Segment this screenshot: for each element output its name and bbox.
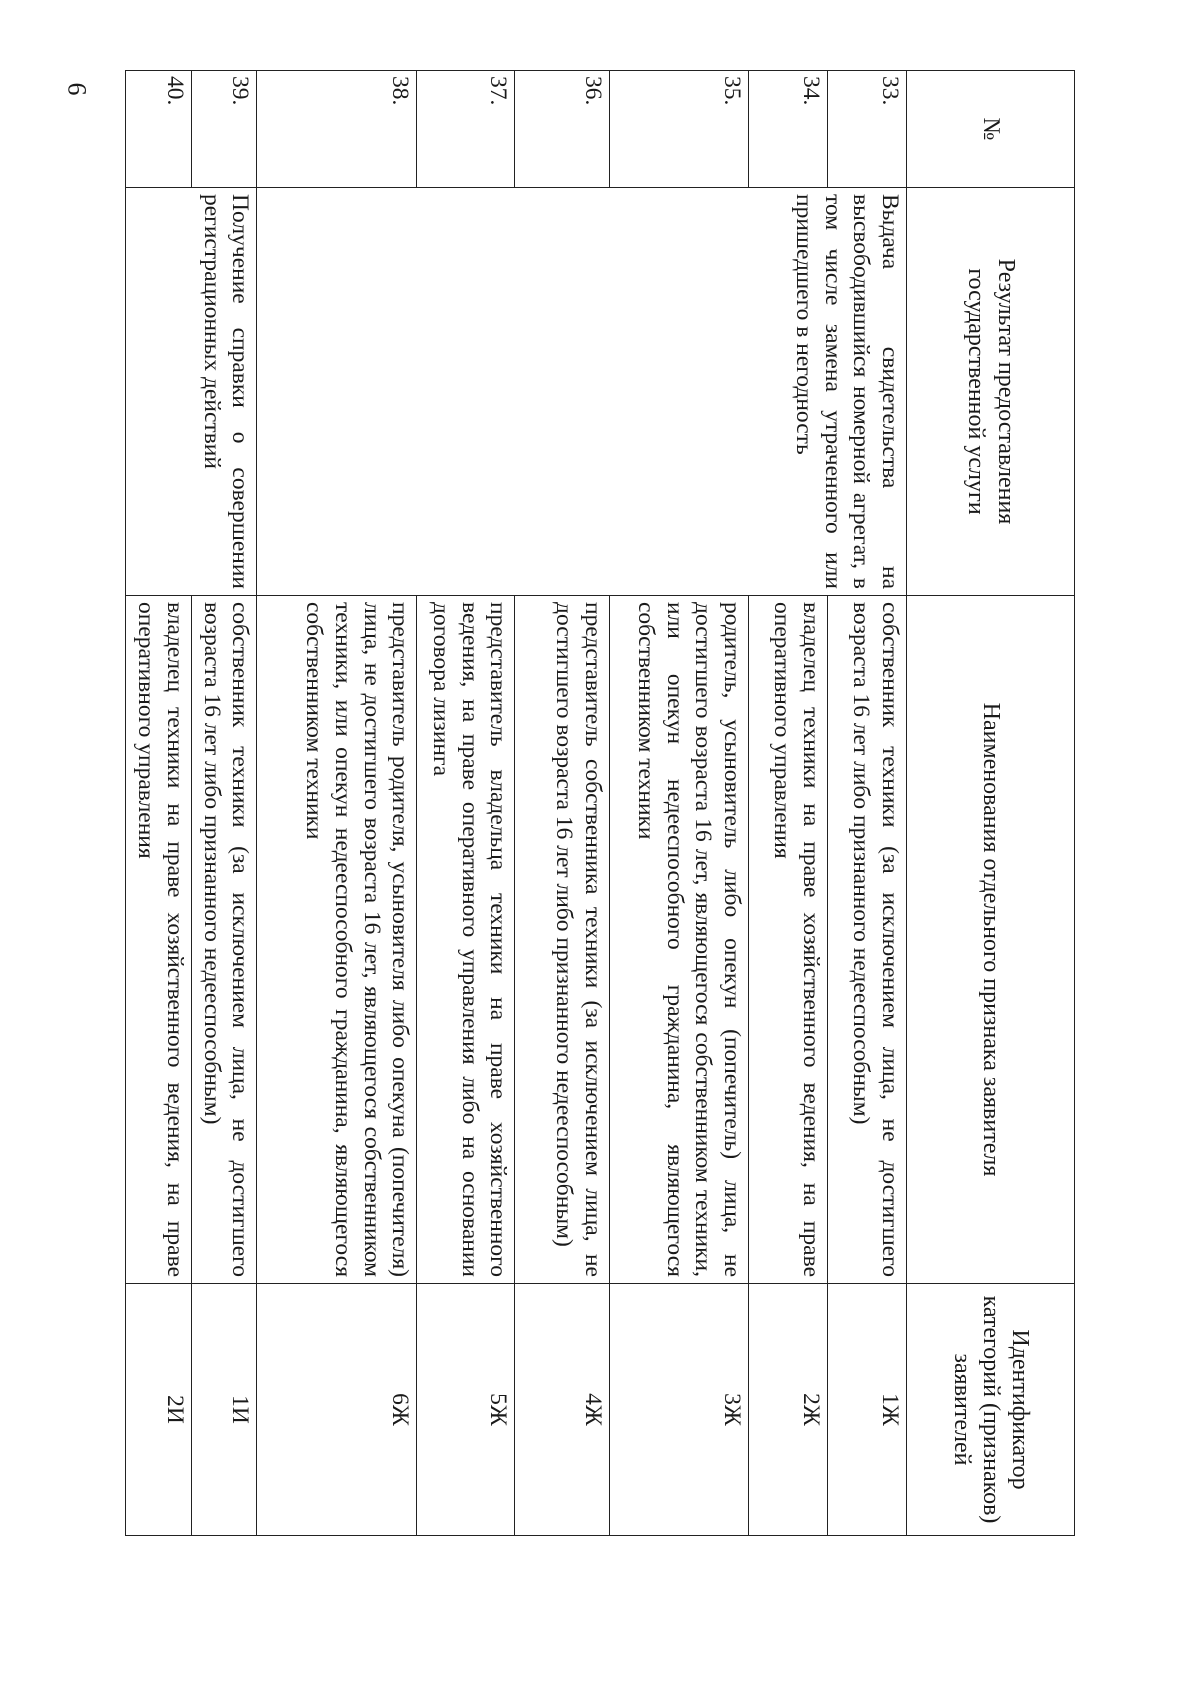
category-id-cell: 4Ж: [515, 1284, 610, 1536]
applicant-feature-cell: владелец техники на праве хозяйственного ведения, на праве оперативного управления: [126, 596, 192, 1284]
applicant-feature-cell: представитель владельца техники на праве хозяйственного ведения, на праве оперативного управления либо на основании договора лизинга: [417, 596, 515, 1284]
row-number: 40.: [126, 71, 192, 188]
header-number: №: [907, 71, 1075, 188]
row-number: 39.: [191, 71, 257, 188]
row-number: 36.: [515, 71, 610, 188]
row-number: 33.: [828, 71, 907, 188]
applicant-feature-cell: владелец техники на праве хозяйственного ведения, на праве оперативного управления: [749, 596, 828, 1284]
applicant-feature-cell: собственник техники (за исключением лица, не достигшего возраста 16 лет либо признанного недееспособным): [191, 596, 257, 1284]
header-applicant-feature: Наименования отдельного признака заявителя: [907, 596, 1075, 1284]
applicant-feature-cell: представитель родителя, усыновителя либо опекуна (попечителя) лица, не достигшего возраста 16 лет, являющегося собственником техники, или опекун недееспособного гражданина, являющегося собственником техники: [257, 596, 417, 1284]
table-row: [191, 71, 257, 1536]
category-id-cell: 1И: [191, 1284, 257, 1536]
rotated-table-container: [125, 70, 1075, 1535]
header-category-id: Идентификатор категорий (признаков) заявителей: [907, 1284, 1075, 1536]
row-number: 37.: [417, 71, 515, 188]
category-id-cell: 2Ж: [749, 1284, 828, 1536]
row-number: 38.: [257, 71, 417, 188]
applicant-feature-cell: родитель, усыновитель либо опекун (попечитель) лица, не достигшего возраста 16 лет, являющегося собственником техники, или опекун недееспособного гражданина, являющегося собственником техники: [610, 596, 749, 1284]
category-id-cell: 1Ж: [828, 1284, 907, 1536]
row-number: 35.: [610, 71, 749, 188]
category-id-cell: 3Ж: [610, 1284, 749, 1536]
header-result: Результат предоставления государственной услуги: [907, 188, 1075, 596]
applicant-feature-cell: собственник техники (за исключением лица, не достигшего возраста 16 лет либо признанного недееспособным): [828, 596, 907, 1284]
category-id-cell: 2И: [126, 1284, 192, 1536]
page-number: 6: [62, 82, 92, 96]
category-id-cell: 5Ж: [417, 1284, 515, 1536]
result-cell: Получение справки о совершении регистрационных действий: [126, 188, 257, 596]
result-cell: Выдача свидетельства на высвободившийся номерной агрегат, в том числе замена утраченного или пришедшего в негодность: [257, 188, 907, 596]
table-row: [828, 71, 907, 1536]
applicant-categories-table: [125, 70, 1075, 1536]
row-number: 34.: [749, 71, 828, 188]
applicant-feature-cell: представитель собственника техники (за исключением лица, не достигшего возраста 16 лет либо признанного недееспособным): [515, 596, 610, 1284]
category-id-cell: 6Ж: [257, 1284, 417, 1536]
